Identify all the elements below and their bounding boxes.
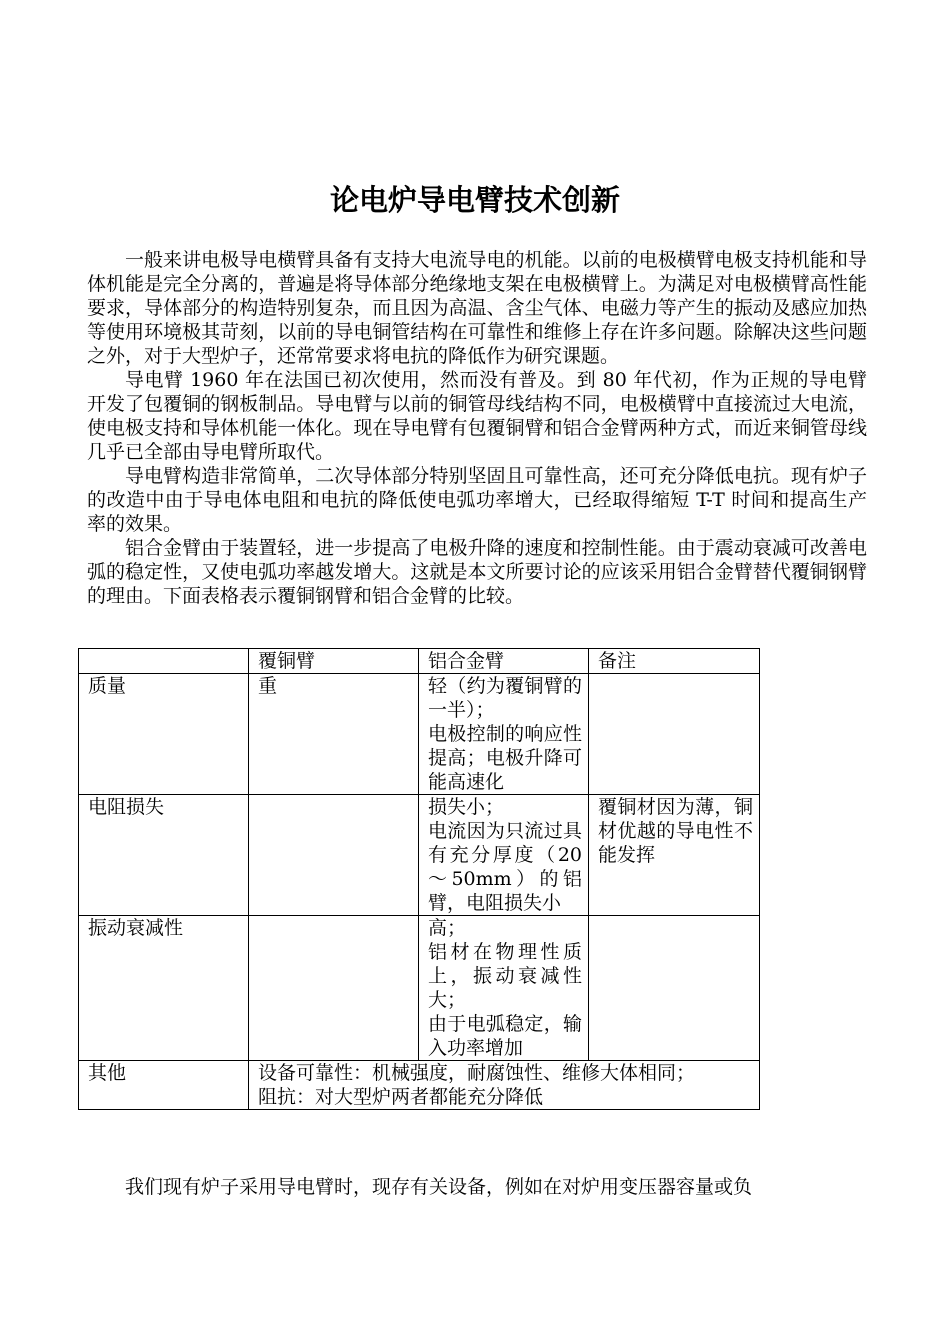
note-cell: 覆铜材因为薄，铜材优越的导电性不能发挥 — [589, 795, 760, 916]
paragraph: 导电臂构造非常简单，二次导体部分特别坚固且可靠性高，还可充分降低电抗。现有炉子的改造中由于导电体电阻和电抗的降低使电弧功率增大，已经取得缩短 T-T 时间和提高生产率的效果。 — [87, 465, 867, 535]
row-label: 振动衰减性 — [79, 916, 249, 1061]
row-label: 质量 — [79, 674, 249, 795]
header-cell: 备注 — [589, 649, 760, 674]
header-cell: 覆铜臂 — [249, 649, 419, 674]
header-cell: 铝合金臂 — [419, 649, 589, 674]
cell-line: 电流因为只流过具有充分厚度（20～50mm）的铝臂，电阻损失小 — [428, 820, 582, 914]
copper-cell — [249, 795, 419, 916]
body-text — [87, 248, 867, 608]
cell-line: 轻（约为覆铜臂的一半）； — [428, 675, 582, 721]
row-label: 电阻损失 — [79, 795, 249, 916]
table-header-row — [79, 649, 760, 674]
cell-line: 设备可靠性：机械强度，耐腐蚀性、维修大体相同； — [258, 1062, 696, 1084]
table-row — [79, 674, 760, 795]
cell-line: 电极控制的响应性提高；电极升降可能高速化 — [428, 723, 582, 793]
paragraph: 一般来讲电极导电横臂具备有支持大电流导电的机能。以前的电极横臂电极支持机能和导体机能是完全分离的，普遍是将导体部分绝缘地支架在电极横臂上。为满足对电极横臂高性能要求，导体部分的构造特别复杂，而且因为高温、含尘气体、电磁力等产生的振动及感应加热等使用环境极其苛刻，以前的导电铜管结构在可靠性和维修上存在许多问题。除解决这些问题之外，对于大型炉子，还常常要求将电抗的降低作为研究课题。 — [87, 249, 867, 367]
paragraph: 导电臂 1960 年在法国已初次使用，然而没有普及。到 80 年代初，作为正规的导电臂开发了包覆铜的钢板制品。导电臂与以前的铜管母线结构不同，电极横臂中直接流过大电流，使电极支持和导体机能一体化。现在导电臂有包覆铜臂和铝合金臂两种方式，而近来铜管母线几乎已全部由导电臂所取代。 — [87, 369, 867, 463]
paragraph: 铝合金臂由于装置轻，进一步提高了电极升降的速度和控制性能。由于震动衰减可改善电弧的稳定性，又使电弧功率越发增大。这就是本文所要讨论的应该采用铝合金臂替代覆铜钢臂的理由。下面表格表示覆铜钢臂和铝合金臂的比较。 — [87, 537, 867, 607]
cell-line: 由于电弧稳定，输入功率增加 — [428, 1013, 582, 1059]
cell-line: 高； — [428, 917, 467, 939]
row-label: 其他 — [79, 1061, 249, 1110]
table-row — [79, 795, 760, 916]
table-row — [79, 1061, 760, 1110]
header-cell — [79, 649, 249, 674]
cell-line: 阻抗：对大型炉两者都能充分降低 — [258, 1086, 544, 1108]
aluminum-cell — [419, 674, 589, 795]
note-cell — [589, 916, 760, 1061]
cell-line: 损失小； — [428, 796, 505, 818]
merged-cell — [249, 1061, 760, 1110]
comparison-table — [78, 648, 760, 1110]
tail-paragraph: 我们现有炉子采用导电臂时，现存有关设备，例如在对炉用变压器容量或负 — [125, 1176, 753, 1198]
cell-line: 铝材在物理性质上，振动衰减性大； — [428, 941, 582, 1011]
page-title: 论电炉导电臂技术创新 — [329, 183, 620, 217]
table-row — [79, 916, 760, 1061]
copper-cell: 重 — [249, 674, 419, 795]
aluminum-cell — [419, 916, 589, 1061]
aluminum-cell — [419, 795, 589, 916]
note-cell — [589, 674, 760, 795]
copper-cell — [249, 916, 419, 1061]
